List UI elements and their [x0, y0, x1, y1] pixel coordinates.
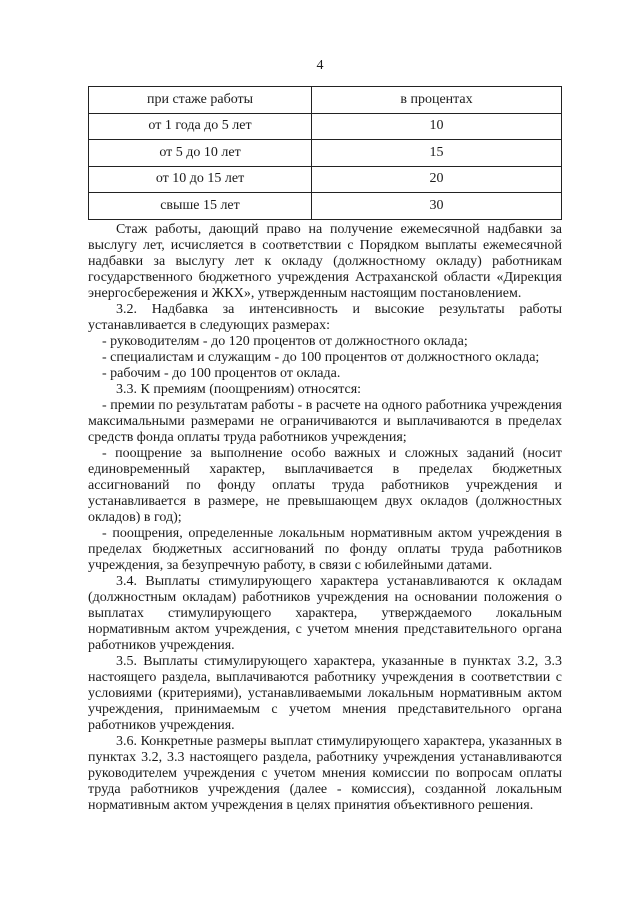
paragraph-3-6: 3.6. Конкретные размеры выплат стимулирующего характера, указанных в пунктах 3.2, 3.3 настоящего раздела, работнику учреждения устанавливаются руководителем учреждения с учетом мнения комиссии по вопросам оплаты труда работников учреждения (далее - комиссия), созданной локальным нормативным актом учреждения в целях принятия объективного решения. — [88, 734, 562, 813]
table-row — [89, 113, 562, 140]
list-item: - премии по результатам работы - в расчете на одного работника учреждения максимальными размерами не ограничиваются и выплачиваются в пределах средств фонда оплаты труда работников учреждения; — [88, 398, 562, 445]
table-cell: свыше 15 лет — [89, 193, 312, 220]
table-header-cell: в процентах — [312, 87, 562, 114]
list-item: - руководителям - до 120 процентов от должностного оклада; — [102, 334, 468, 349]
table-header-cell: при стаже работы — [89, 87, 312, 114]
paragraph-seniority: Стаж работы, дающий право на получение ежемесячной надбавки за выслугу лет, исчисляется в соответствии с Порядком выплаты ежемесячной надбавки за выслугу лет к окладу (должностному окладу) работникам государственного бюджетного учреждения Астраханской области «Дирекция энергосбережения и ЖКХ», утвержденным настоящим постановлением. — [88, 222, 562, 301]
table-cell: 10 — [312, 113, 562, 140]
table-cell: от 10 до 15 лет — [89, 166, 312, 193]
list-item: - рабочим - до 100 процентов от оклада. — [102, 366, 341, 381]
table-cell: 20 — [312, 166, 562, 193]
paragraph-3-3: 3.3. К премиям (поощрениям) относятся: — [116, 382, 362, 397]
page-number: 4 — [316, 58, 324, 73]
list-item: - специалистам и служащим - до 100 процентов от должностного оклада; — [102, 350, 540, 365]
document-body — [88, 222, 562, 814]
table-row — [89, 166, 562, 193]
table-header-row — [89, 87, 562, 114]
table-cell: 15 — [312, 140, 562, 167]
table-cell: от 1 года до 5 лет — [89, 113, 312, 140]
paragraph-3-5: 3.5. Выплаты стимулирующего характера, указанные в пунктах 3.2, 3.3 настоящего раздела, выплачиваются работнику учреждения в соответствии с условиями (критериями), устанавливаемыми локальным нормативным актом учреждения, принимаемым с учетом мнения представительного органа работников учреждения. — [88, 654, 562, 733]
table-row — [89, 193, 562, 220]
table-cell: от 5 до 10 лет — [89, 140, 312, 167]
list-item: - поощрения, определенные локальным нормативным актом учреждения в пределах бюджетных ассигнований по фонду оплаты труда работников учреждения, за безупречную работу, в связи с юбилейными датами. — [88, 526, 562, 573]
paragraph-3-2: 3.2. Надбавка за интенсивность и высокие результаты работы устанавливается в следующих размерах: — [88, 302, 562, 333]
table-row — [89, 140, 562, 167]
paragraph-3-4: 3.4. Выплаты стимулирующего характера устанавливаются к окладам (должностным окладам) работников учреждения на основании положения о выплатах стимулирующего характера, утверждаемого локальным нормативным актом учреждения, с учетом мнения представительного органа работников учреждения. — [88, 574, 562, 653]
table-cell: 30 — [312, 193, 562, 220]
seniority-bonus-table — [88, 86, 562, 220]
list-item: - поощрение за выполнение особо важных и сложных заданий (носит единовременный характер, выплачивается в пределах бюджетных ассигнований по фонду оплаты труда работников учреждения и устанавливается в размере, не превышающем двух окладов (должностных окладов) в год); — [88, 446, 562, 525]
